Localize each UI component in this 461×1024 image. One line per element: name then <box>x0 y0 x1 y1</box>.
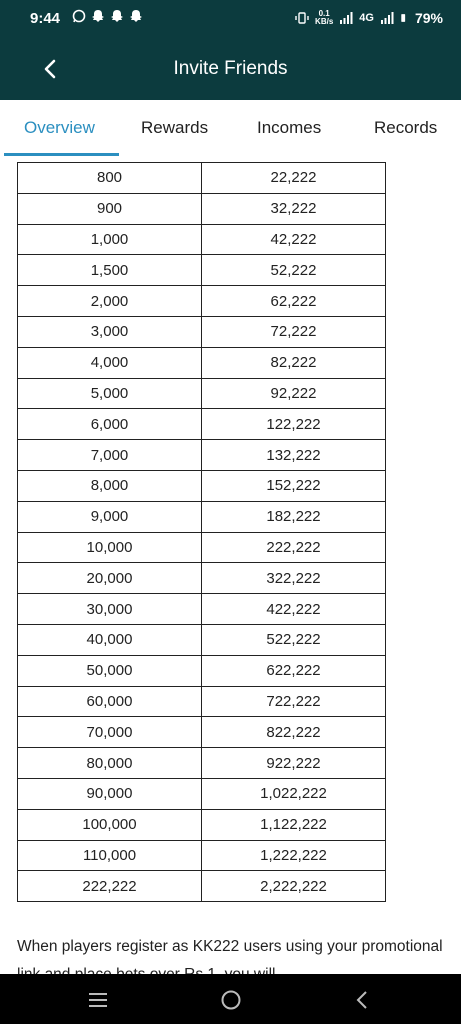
speed-unit: KB/s <box>315 17 334 26</box>
table-row <box>18 563 386 594</box>
table-cell-reward: 722,222 <box>202 686 386 717</box>
page-title: Invite Friends <box>173 58 288 79</box>
table-cell-reward: 62,222 <box>202 286 386 317</box>
table-row <box>18 224 386 255</box>
table-cell-reward: 322,222 <box>202 563 386 594</box>
table-cell-threshold: 70,000 <box>18 717 202 748</box>
table-row <box>18 409 386 440</box>
table-cell-reward: 522,222 <box>202 624 386 655</box>
app-header <box>0 38 461 100</box>
table-cell-threshold: 20,000 <box>18 563 202 594</box>
table-row <box>18 624 386 655</box>
back-icon <box>350 987 376 1013</box>
table-cell-threshold: 9,000 <box>18 501 202 532</box>
table-row <box>18 470 386 501</box>
tab-records[interactable]: Records <box>374 118 438 137</box>
network-speed <box>315 10 333 26</box>
table-row <box>18 440 386 471</box>
table-cell-threshold: 30,000 <box>18 594 202 625</box>
table-cell-threshold: 7,000 <box>18 440 202 471</box>
whatsapp-icon <box>72 9 86 23</box>
table-cell-reward: 132,222 <box>202 440 386 471</box>
table-cell-reward: 1,122,222 <box>202 809 386 840</box>
table-row <box>18 193 386 224</box>
table-row <box>18 501 386 532</box>
table-row <box>18 686 386 717</box>
table-row <box>18 347 386 378</box>
table-cell-reward: 922,222 <box>202 748 386 779</box>
table-cell-threshold: 4,000 <box>18 347 202 378</box>
table-cell-threshold: 40,000 <box>18 624 202 655</box>
status-bar <box>0 0 461 38</box>
tab-incomes[interactable]: Incomes <box>257 118 322 137</box>
speed-value: 0.1 <box>318 9 330 18</box>
signal-icon <box>380 11 394 25</box>
tab-overview[interactable]: Overview <box>24 118 95 137</box>
table-cell-reward: 422,222 <box>202 594 386 625</box>
table-cell-reward: 72,222 <box>202 316 386 347</box>
signal-icon <box>339 11 353 25</box>
table-cell-reward: 622,222 <box>202 655 386 686</box>
table-cell-reward: 822,222 <box>202 717 386 748</box>
rewards-table <box>17 162 386 902</box>
table-cell-reward: 152,222 <box>202 470 386 501</box>
table-cell-threshold: 8,000 <box>18 470 202 501</box>
battery-level: 79% <box>414 10 443 26</box>
snapchat-icon <box>110 9 124 23</box>
table-cell-reward: 32,222 <box>202 193 386 224</box>
menu-icon <box>85 987 111 1013</box>
table-row <box>18 748 386 779</box>
vibrate-icon <box>295 11 309 25</box>
table-cell-threshold: 2,000 <box>18 286 202 317</box>
table-row <box>18 316 386 347</box>
status-time: 9:44 <box>30 10 61 27</box>
table-cell-threshold: 900 <box>18 193 202 224</box>
nav-back-button[interactable] <box>350 987 376 1013</box>
table-cell-threshold: 50,000 <box>18 655 202 686</box>
description-text: When players register as KK222 users using your promotional <box>17 938 443 955</box>
table-row <box>18 840 386 871</box>
table-cell-reward: 122,222 <box>202 409 386 440</box>
table-cell-reward: 92,222 <box>202 378 386 409</box>
table-row <box>18 255 386 286</box>
rewards-table-container <box>17 162 386 902</box>
table-cell-threshold: 100,000 <box>18 809 202 840</box>
table-row <box>18 778 386 809</box>
table-cell-reward: 222,222 <box>202 532 386 563</box>
battery-icon <box>400 11 409 25</box>
table-row <box>18 163 386 194</box>
table-cell-reward: 42,222 <box>202 224 386 255</box>
table-row <box>18 717 386 748</box>
table-row <box>18 286 386 317</box>
table-row <box>18 871 386 902</box>
snapchat-icon <box>91 9 105 23</box>
recent-apps-button[interactable] <box>85 987 111 1013</box>
table-cell-reward: 1,222,222 <box>202 840 386 871</box>
home-icon <box>218 987 244 1013</box>
table-row <box>18 378 386 409</box>
active-tab-indicator <box>4 153 119 156</box>
table-cell-reward: 52,222 <box>202 255 386 286</box>
table-cell-threshold: 10,000 <box>18 532 202 563</box>
table-row <box>18 655 386 686</box>
table-cell-threshold: 80,000 <box>18 748 202 779</box>
table-cell-threshold: 90,000 <box>18 778 202 809</box>
notification-icons <box>72 9 143 23</box>
table-cell-threshold: 110,000 <box>18 840 202 871</box>
table-row <box>18 809 386 840</box>
tab-bar <box>0 100 461 158</box>
table-cell-threshold: 800 <box>18 163 202 194</box>
table-row <box>18 532 386 563</box>
system-nav-bar <box>0 974 461 1024</box>
home-button[interactable] <box>218 987 244 1013</box>
snapchat-icon <box>129 9 143 23</box>
table-cell-reward: 1,022,222 <box>202 778 386 809</box>
table-cell-reward: 22,222 <box>202 163 386 194</box>
table-cell-threshold: 1,000 <box>18 224 202 255</box>
table-cell-threshold: 6,000 <box>18 409 202 440</box>
network-type: 4G <box>359 12 374 24</box>
table-cell-threshold: 222,222 <box>18 871 202 902</box>
table-cell-reward: 182,222 <box>202 501 386 532</box>
table-cell-reward: 2,222,222 <box>202 871 386 902</box>
table-cell-threshold: 1,500 <box>18 255 202 286</box>
tab-rewards[interactable]: Rewards <box>141 118 209 137</box>
table-cell-threshold: 5,000 <box>18 378 202 409</box>
table-cell-threshold: 60,000 <box>18 686 202 717</box>
table-cell-reward: 82,222 <box>202 347 386 378</box>
rewards-table-body <box>18 163 386 902</box>
table-cell-threshold: 3,000 <box>18 316 202 347</box>
system-status <box>295 10 443 26</box>
table-row <box>18 594 386 625</box>
